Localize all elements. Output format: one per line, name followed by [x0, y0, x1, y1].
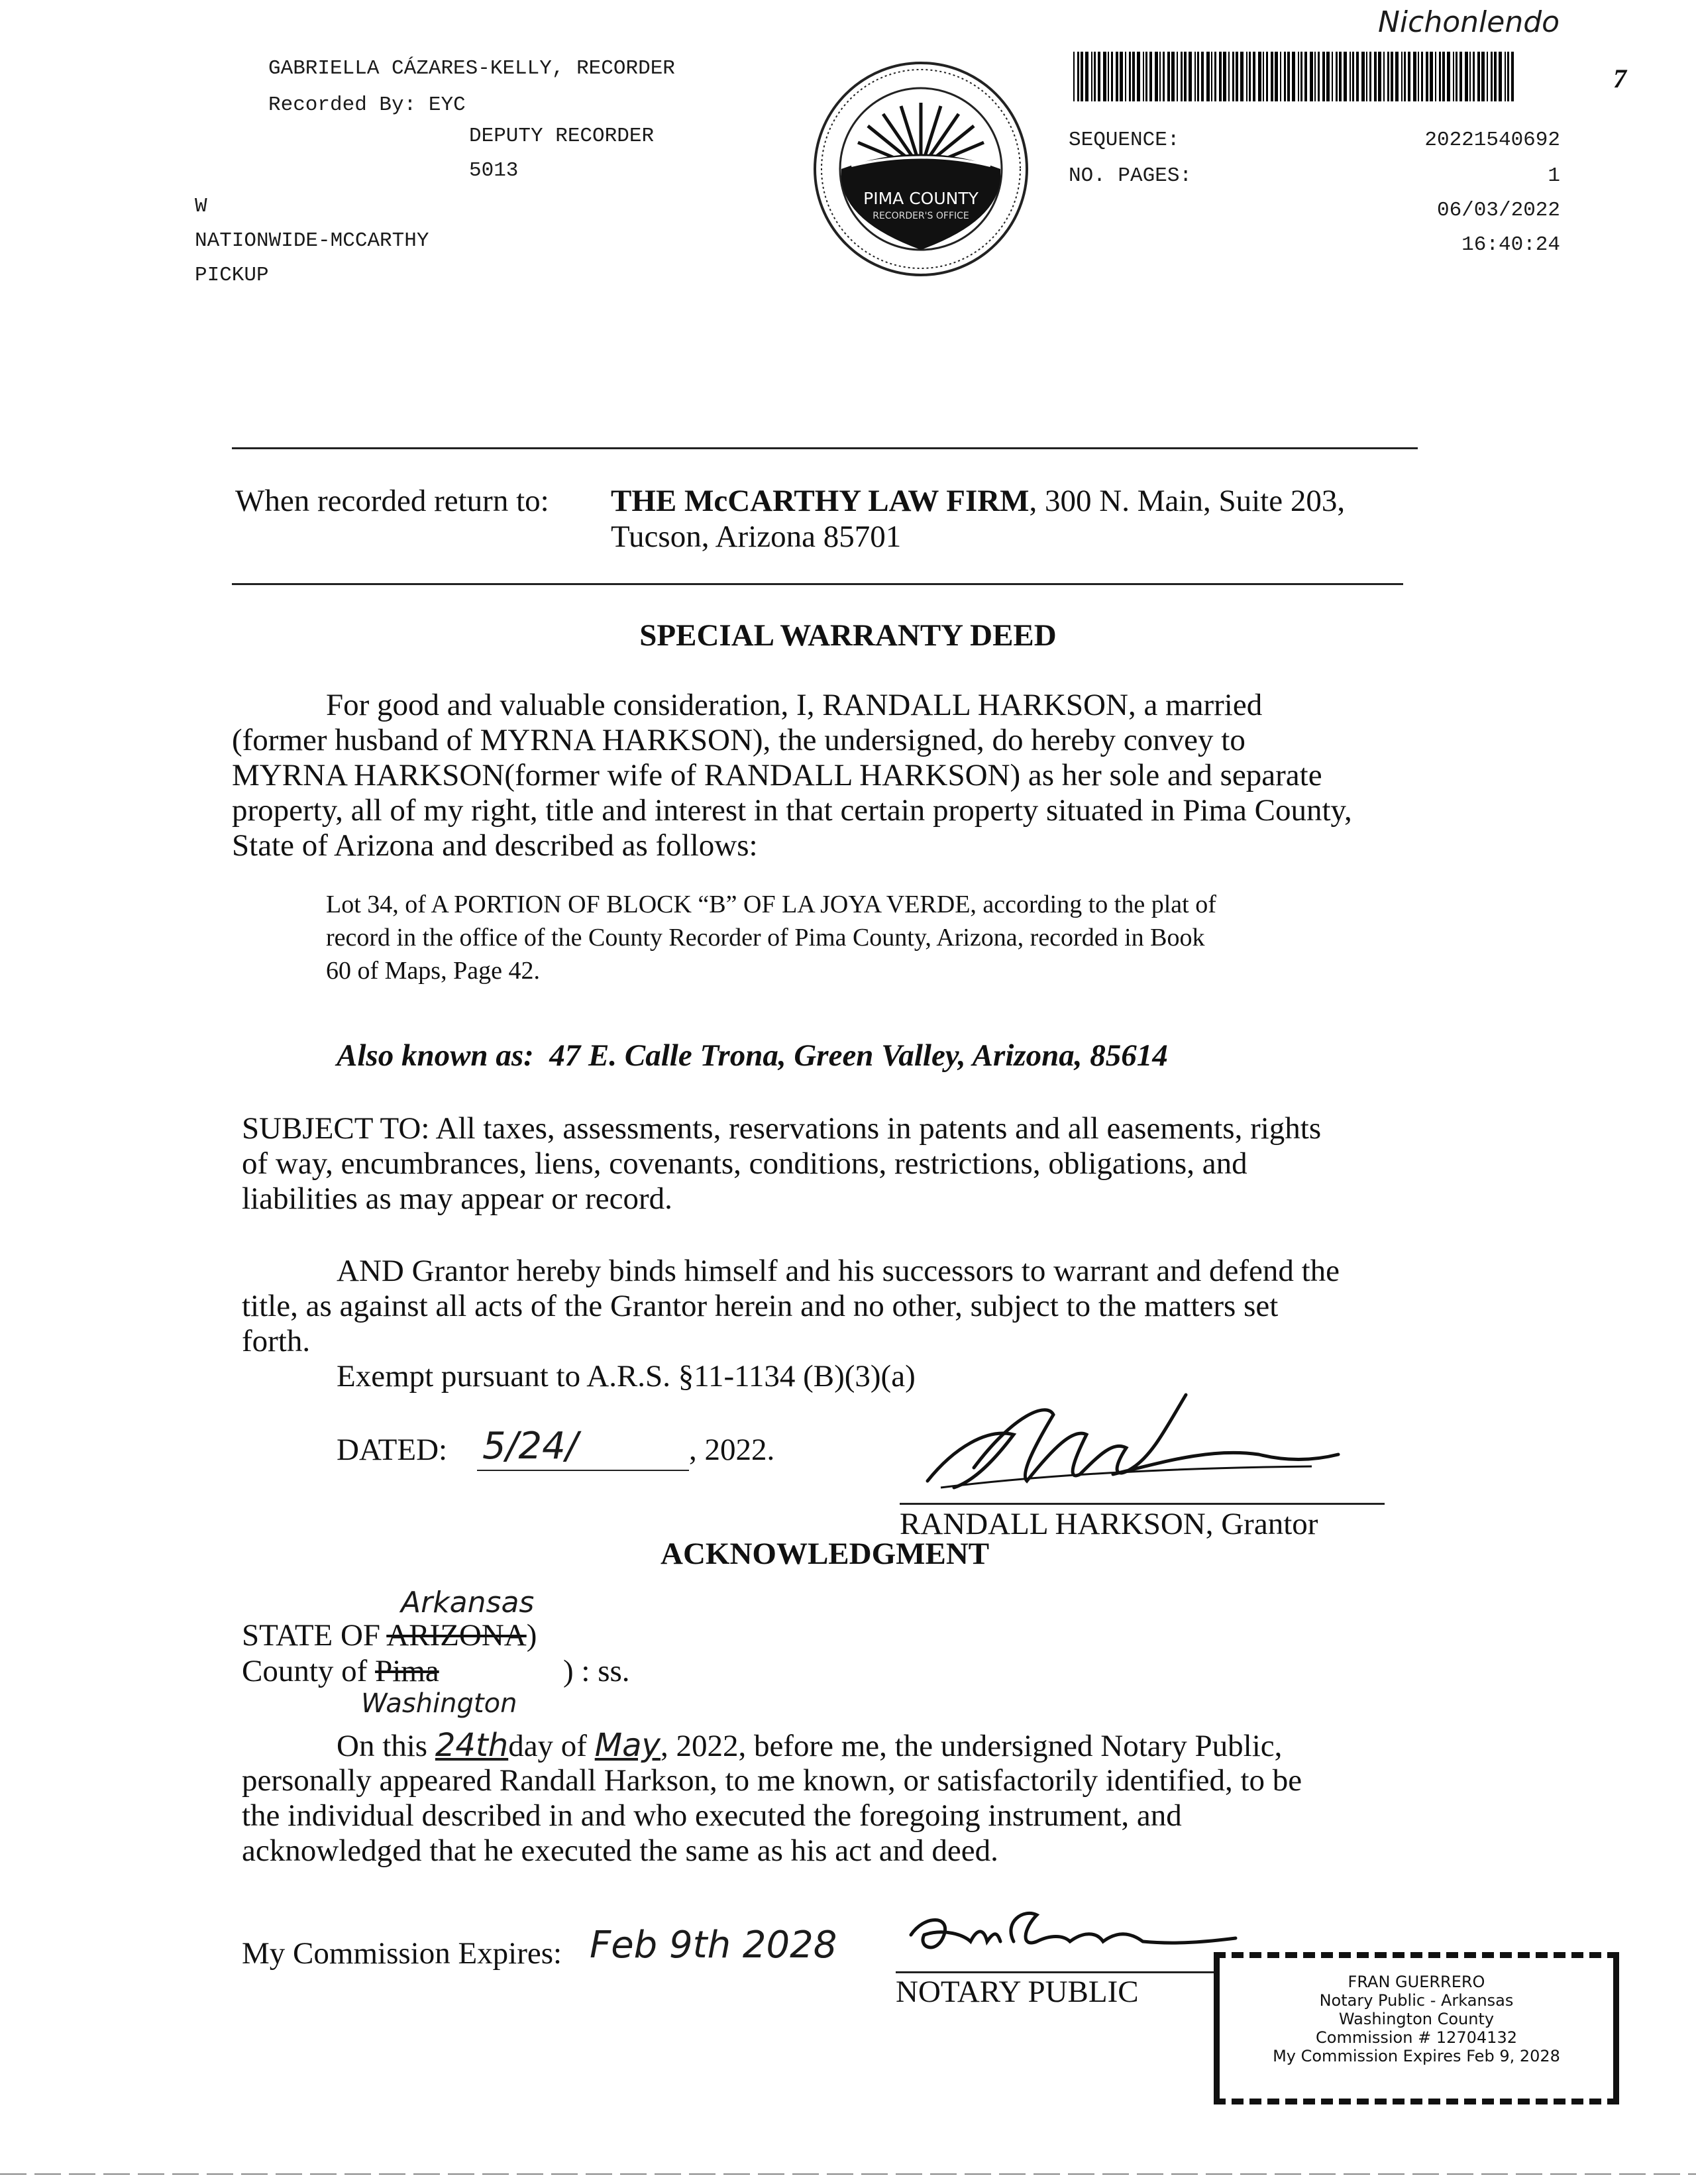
aka-value: 47 E. Calle Trona, Green Valley, Arizona, 85614: [549, 1038, 1168, 1073]
stamp-line4: Commission # 12704132: [1316, 2028, 1517, 2047]
grantor-signature-line: [900, 1503, 1385, 1505]
subject-line3: liabilities as may appear or record.: [242, 1181, 672, 1216]
return-to-address: [611, 482, 1345, 519]
sequence-label: SEQUENCE:: [1069, 129, 1180, 152]
stamp-name: FRAN GUERRERO: [1348, 1973, 1485, 1991]
deed-title: SPECIAL WARRANTY DEED: [639, 618, 1057, 653]
commission-label: My Commission Expires:: [242, 1936, 562, 1971]
dated-handwritten: 5/24/: [482, 1425, 578, 1468]
recorded-by-value: EYC: [428, 93, 466, 117]
para1-line1: For good and valuable consideration, I, RANDALL HARKSON, a married: [326, 688, 1263, 722]
exempt-line: Exempt pursuant to A.R.S. §11-1134 (B)(3)(a): [337, 1359, 916, 1393]
on-this: On this: [337, 1729, 428, 1763]
recorder-name: GABRIELLA CÁZARES-KELLY, RECORDER: [268, 57, 675, 80]
ack-line1-rest: , 2022, before me, the undersigned Notary Public,: [660, 1729, 1283, 1763]
grantor-name: RANDALL HARKSON, Grantor: [900, 1507, 1318, 1541]
pages-value: 1: [1548, 164, 1560, 188]
dated-underline: [477, 1470, 689, 1471]
aka-label: Also known as:: [337, 1038, 534, 1073]
warrant-line3: forth.: [242, 1324, 311, 1358]
stamp-line5: My Commission Expires Feb 9, 2028: [1273, 2047, 1560, 2065]
address-line1: , 300 N. Main, Suite 203,: [1029, 484, 1346, 518]
recording-time: 16:40:24: [1461, 233, 1560, 256]
recorded-by-label: Recorded By:: [268, 93, 417, 117]
para1-line4: property, all of my right, title and interest in that certain property situated in Pima County,: [232, 793, 1352, 828]
state-handwritten: Arkansas: [401, 1586, 535, 1619]
stamp-line3: Washington County: [1338, 2010, 1495, 2028]
county-struck: Pima: [375, 1654, 439, 1688]
commission-handwritten: Feb 9th 2028: [590, 1924, 837, 1967]
ack-title: ACKNOWLEDGMENT: [661, 1537, 990, 1571]
legal-line1: Lot 34, of A PORTION OF BLOCK “B” OF LA JOYA VERDE, according to the plat of: [326, 891, 1216, 918]
county-label: County of: [242, 1654, 368, 1688]
para1-line2: (former husband of MYRNA HARKSON), the undersigned, do hereby convey to: [232, 723, 1246, 757]
return-to-label: When recorded return to:: [235, 484, 549, 518]
subject-line2: of way, encumbrances, liens, covenants, conditions, restrictions, obligations, and: [242, 1146, 1247, 1181]
notary-signature: [898, 1895, 1242, 1975]
deputy-label: DEPUTY RECORDER: [469, 125, 655, 148]
seal-text: PIMA COUNTY: [863, 189, 979, 208]
ack-line1: [337, 1727, 1282, 1765]
dated-label: DATED:: [337, 1433, 448, 1467]
notary-stamp: [1214, 1952, 1619, 2104]
county-line: [242, 1653, 439, 1690]
state-struck: ARIZONA: [386, 1618, 527, 1653]
recording-date: 06/03/2022: [1436, 199, 1560, 222]
sequence-value: 20221540692: [1424, 129, 1560, 152]
ack-line3: the individual described in and who executed the foregoing instrument, and: [242, 1798, 1182, 1833]
aka-line: [337, 1038, 1168, 1073]
stamp-line2: Notary Public - Arkansas: [1319, 1991, 1514, 2010]
dated-year: , 2022.: [689, 1433, 775, 1467]
state-line: [242, 1617, 537, 1654]
para1-line5: State of Arizona and described as follows:: [232, 828, 758, 863]
para1-line3: MYRNA HARKSON(former wife of RANDALL HARKSON) as her sole and separate: [232, 758, 1322, 792]
recorded-by: [268, 95, 466, 115]
handwritten-top-note: Nichonlendo: [1378, 5, 1560, 39]
ack-line4: acknowledged that he executed the same as his act and deed.: [242, 1833, 998, 1868]
warrant-line1: AND Grantor hereby binds himself and his successors to warrant and defend the: [337, 1254, 1340, 1288]
firm-name: THE McCARTHY LAW FIRM: [611, 484, 1030, 518]
legal-line3: 60 of Maps, Page 42.: [326, 957, 540, 985]
divider-top: [232, 447, 1418, 449]
recording-code: W: [195, 195, 207, 218]
delivery-method: PICKUP: [195, 264, 269, 287]
ack-line2: personally appeared Randall Harkson, to me known, or satisfactorily identified, to be: [242, 1763, 1302, 1798]
pages-label: NO. PAGES:: [1069, 164, 1192, 188]
grantor-signature: [914, 1388, 1352, 1507]
warrant-line2: title, as against all acts of the Grantor herein and no other, subject to the matters set: [242, 1289, 1279, 1323]
page-mark: 7: [1613, 64, 1626, 93]
month-handwritten: May: [594, 1727, 661, 1764]
seal-subtext: RECORDER'S OFFICE: [873, 211, 969, 221]
subject-line1: SUBJECT TO: All taxes, assessments, reservations in patents and all easements, rights: [242, 1111, 1322, 1146]
day-handwritten: 24th: [435, 1727, 509, 1764]
scan-edge-line: [0, 2173, 1696, 2175]
state-close: ): [526, 1618, 537, 1653]
divider-bottom: [232, 583, 1403, 585]
deputy-id: 5013: [469, 159, 519, 182]
county-handwritten: Washington: [361, 1688, 517, 1719]
submitter: NATIONWIDE-MCCARTHY: [195, 229, 429, 252]
barcode: [1072, 52, 1514, 101]
notary-label: NOTARY PUBLIC: [896, 1975, 1139, 2009]
day-of: day of: [508, 1729, 587, 1763]
pima-county-seal: [812, 60, 1030, 278]
state-label: STATE OF: [242, 1618, 381, 1653]
address-line2: Tucson, Arizona 85701: [611, 519, 902, 554]
legal-line2: record in the office of the County Recorder of Pima County, Arizona, recorded in Book: [326, 924, 1205, 952]
county-close: ) : ss.: [563, 1654, 630, 1688]
